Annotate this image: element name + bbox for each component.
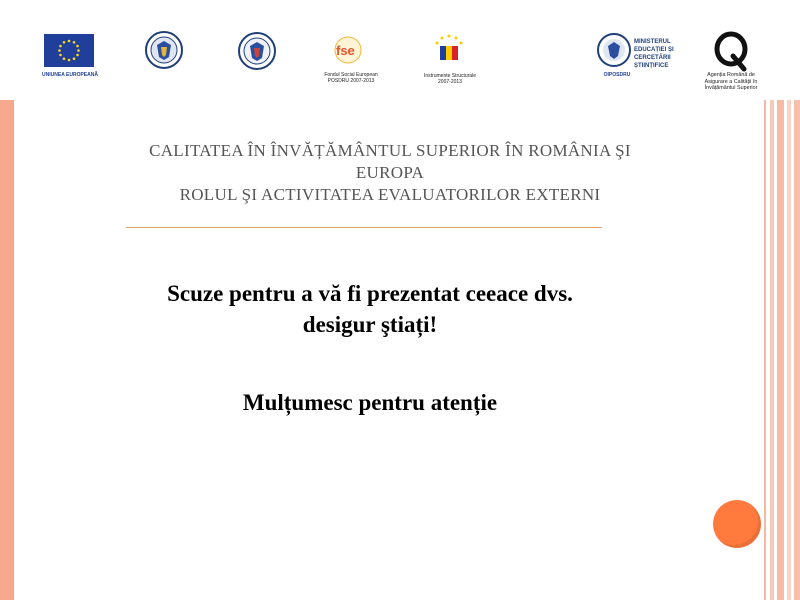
orange-circle-decoration [713,500,761,548]
government-seal-icon [145,31,183,69]
fse-caption-line2: POSDRU 2007-2013 [327,78,375,84]
structural-instruments-caption [415,73,485,85]
is-caption-line2: 2007-2013 [438,79,462,85]
q-caption-line1: Agenția Română de [707,72,755,78]
title-line1: CALITATEA ÎN ÎNVĂȚĂMÂNTUL SUPERIOR ÎN ROMÂNIA ŞI [149,141,631,160]
apology-line2: desigur ştiați! [302,312,438,337]
ministry-seal-icon [238,32,276,70]
fse-mark: fse [336,43,355,58]
aracis-q-logo [711,30,751,72]
q-caption-line2: Asigurare a Calității în [704,78,758,85]
title-divider [126,227,602,228]
right-decorative-stripe [770,100,774,600]
right-decorative-stripe [787,100,791,600]
title-line3: ROLUL ŞI ACTIVITATEA EVALUATORILOR EXTERNI [179,185,601,204]
thanks-text: Mulțumesc pentru atenție [242,390,498,415]
ministry-line4: ȘTIINȚIFICE [634,63,669,69]
right-decorative-stripe [777,100,784,600]
ministry-line2: EDUCAȚIEI ȘI [634,47,674,53]
ministry-line3: CERCETĂRII [634,55,671,61]
right-decorative-stripe [764,100,766,600]
left-decorative-stripe [0,100,14,600]
apology-text [40,278,700,340]
structural-instruments-logo [431,32,467,66]
eu-flag-logo [44,34,94,67]
is-caption-line1: Instrumente Structurale [424,73,476,79]
fse-logo [330,35,366,65]
apology-line1: Scuze pentru a vă fi prezentat ceeace dvs. [167,281,573,306]
title-line2: EUROPA [355,163,425,182]
aracis-caption [700,72,762,92]
eu-caption: UNIUNEA EUROPEANĂ [42,72,98,78]
ministry-line1: MINISTERUL [634,39,671,45]
q-caption-line3: Învățământul Superior [704,85,758,91]
fse-caption-line1: Fondul Social European [324,72,378,78]
slide-title [30,140,750,206]
fse-caption [318,72,384,84]
ministry-name [634,38,694,70]
right-decorative-stripe [794,100,800,600]
ministry-education-seal-icon [597,33,631,67]
ministry-caption: OIPOSDRU [603,72,631,78]
